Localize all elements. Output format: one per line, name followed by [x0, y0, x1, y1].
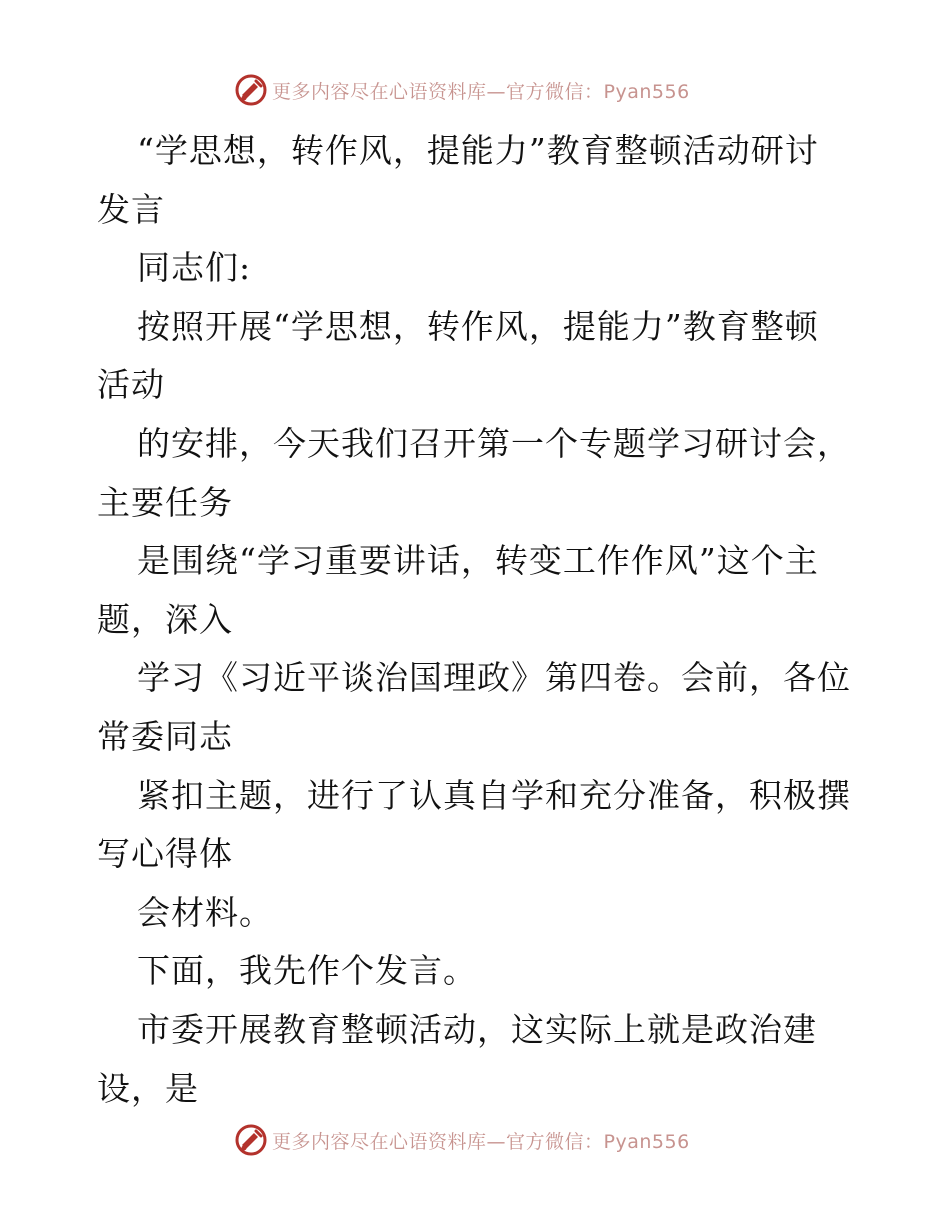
document-line: 同志们: [137, 248, 252, 288]
document-line: 写心得体 [97, 834, 233, 874]
document-line: 下面，我先作个发言。 [137, 951, 477, 991]
document-line: 市委开展教育整顿活动，这实际上就是政治建 [137, 1009, 817, 1049]
document-body [97, 122, 857, 1118]
document-line: 活动 [97, 365, 165, 405]
red-seal-logo-icon [234, 73, 268, 107]
footer-banner [234, 1122, 690, 1158]
banner-text: 更多内容尽在心语资料库—官方微信：Pyan556 [272, 80, 690, 103]
red-seal-logo-icon [234, 1123, 268, 1157]
document-line: 题，深入 [97, 599, 233, 639]
document-line: 发言 [97, 189, 165, 229]
header-banner [234, 72, 690, 108]
document-line: 会材料。 [137, 892, 273, 932]
document-line: 按照开展“学思想，转作风，提能力”教育整顿 [137, 306, 819, 346]
document-line: 是围绕“学习重要讲话，转变工作作风”这个主 [137, 541, 819, 581]
document-line: 紧扣主题，进行了认真自学和充分准备，积极撰 [137, 775, 851, 815]
banner-text: 更多内容尽在心语资料库—官方微信：Pyan556 [272, 1130, 690, 1153]
document-line: “学思想，转作风，提能力”教育整顿活动研讨 [137, 131, 819, 170]
document-line: 设，是 [97, 1068, 199, 1108]
document-line: 的安排，今天我们召开第一个专题学习研讨会， [137, 423, 851, 463]
document-line: 常委同志 [97, 716, 233, 756]
document-line: 主要任务 [97, 482, 233, 522]
document-line: 学习《习近平谈治国理政》第四卷。会前，各位 [137, 658, 851, 698]
